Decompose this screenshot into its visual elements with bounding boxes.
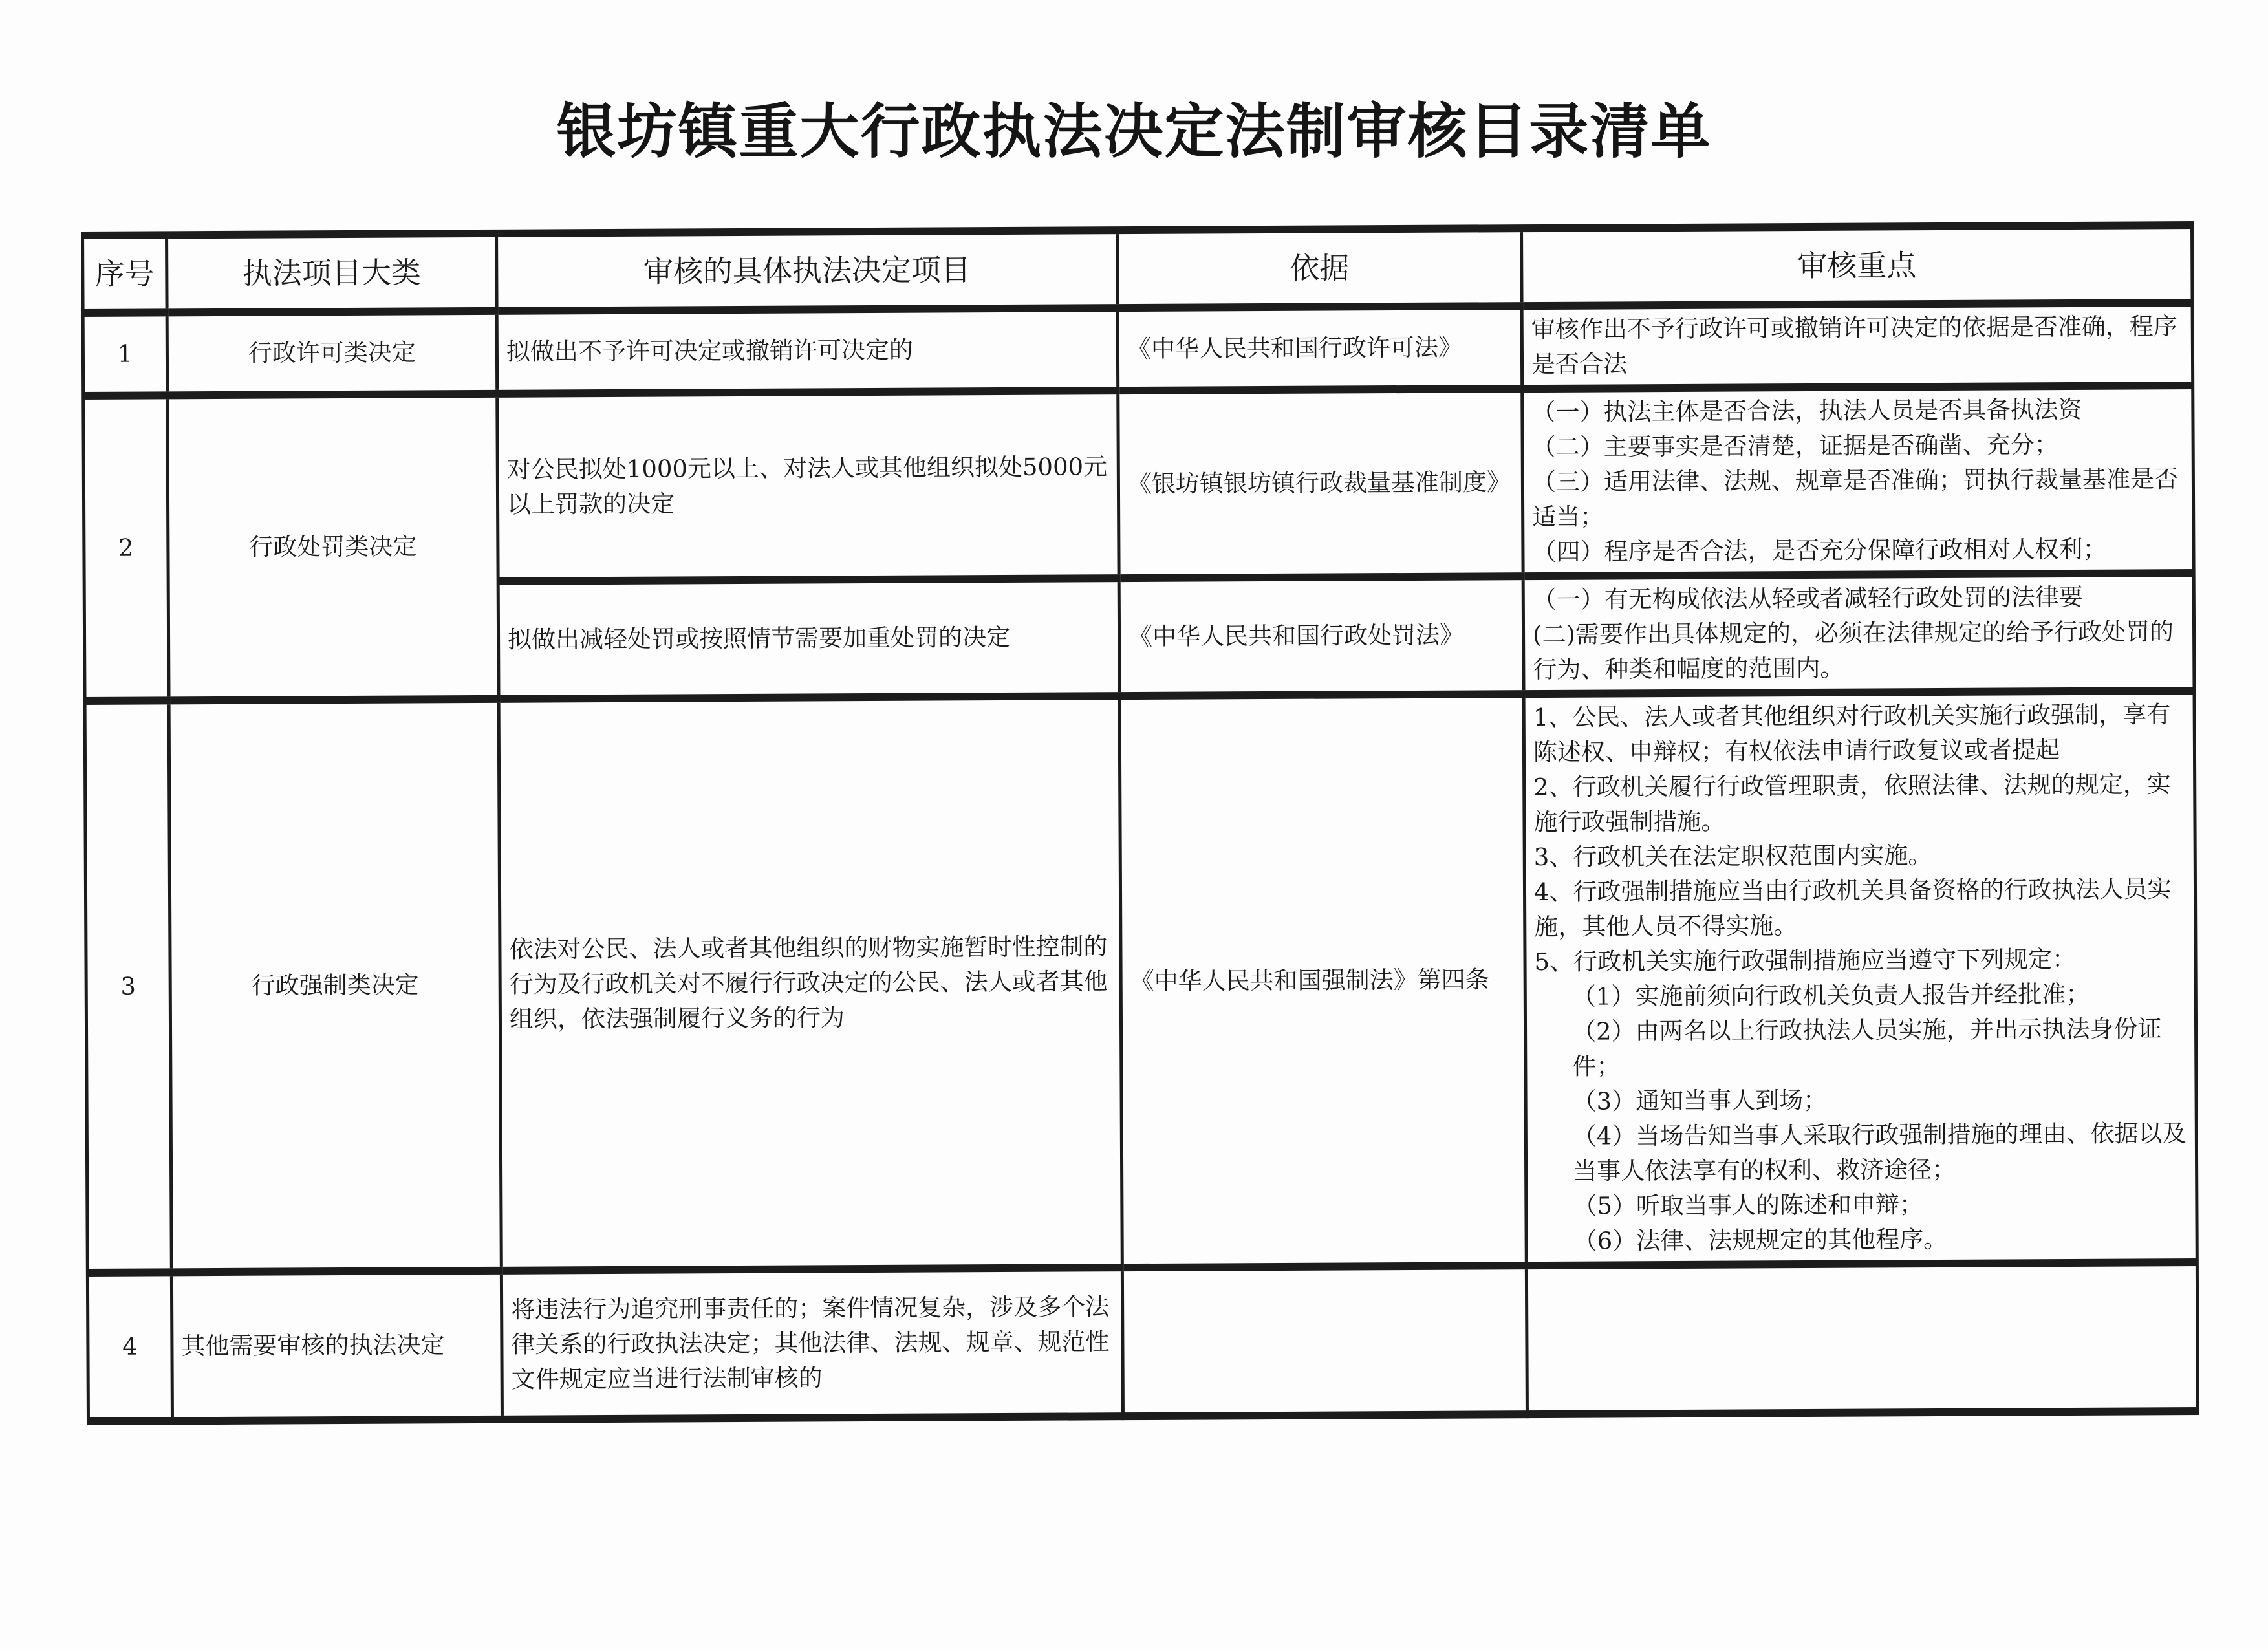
cell-focus <box>1523 573 2194 694</box>
table-row <box>85 691 2197 1273</box>
cell-focus <box>1524 691 2197 1266</box>
focus-point: （三）适用法律、法规、规章是否准确；罚执行裁量基准是否适当； <box>1531 465 2179 532</box>
focus-subpoint: （3）通知当事人到场； <box>1572 1086 1828 1116</box>
cell-focus: 审核作出不予行政许可或撤销许可决定的依据是否准确，程序是否合法 <box>1522 303 2193 389</box>
cell-category: 其他需要审核的执法决定 <box>171 1271 502 1421</box>
focus-subpoint: （6）法律、法规规定的其他程序。 <box>1573 1225 1948 1255</box>
table-row <box>83 303 2193 396</box>
cell-focus <box>1522 385 2194 576</box>
header-no: 序号 <box>83 235 167 313</box>
cell-item: 对公民拟处1000元以上、对法人或其他组织拟处5000元以上罚款的决定 <box>497 391 1119 581</box>
focus-point: （一）执法主体是否合法，执法人员是否具备执法资 <box>1531 395 2082 427</box>
table-header-row <box>83 225 2193 313</box>
focus-subpoint: （5）听取当事人的陈述和申辩； <box>1573 1191 1924 1220</box>
cell-basis: 《中华人民共和国行政处罚法》 <box>1119 576 1524 696</box>
header-basis: 依据 <box>1118 228 1522 308</box>
cell-focus <box>1526 1262 2198 1414</box>
focus-point: （一）有无构成依法从轻或者减轻行政处罚的法律要 <box>1532 583 2083 614</box>
header-category: 执法项目大类 <box>167 233 497 312</box>
cell-basis: 《中华人民共和国行政许可法》 <box>1118 306 1522 391</box>
focus-subpoint: （2）由两名以上行政执法人员实施，并出示执法身份证件； <box>1571 1015 2162 1081</box>
focus-point: 4、行政强制措施应当由行政机关具备资格的行政执法人员实施，其他人员不得实施。 <box>1533 875 2172 942</box>
focus-point: （四）程序是否合法，是否充分保障行政相对人权利； <box>1532 535 2107 566</box>
focus-point: 5、行政机关实施行政强制措施应当遵守下列规定： <box>1534 945 2077 976</box>
focus-subpoint: （4）当场告知当事人采取行政强制措施的理由、依据以及当事人依法享有的权利、救济途径； <box>1572 1119 2187 1185</box>
table-row <box>87 1262 2198 1421</box>
focus-point: （二）主要事实是否清楚，证据是否确凿、充分； <box>1531 431 2058 462</box>
focus-point: (二)需要作出具体规定的，必须在法律规定的给予行政处罚的行为、种类和幅度的范围内。 <box>1532 618 2174 684</box>
focus-point: 3、行政机关在法定职权范围内实施。 <box>1533 841 1932 872</box>
cell-item: 依法对公民、法人或者其他组织的财物实施暂时性控制的行为及行政机关对不履行行政决定的公民、法人或者其他组织，依法强制履行义务的行为 <box>499 696 1122 1271</box>
header-item: 审核的具体执法决定项目 <box>497 230 1118 311</box>
cell-item: 拟做出减轻处罚或按照情节需要加重处罚的决定 <box>498 578 1119 699</box>
cell-item: 拟做出不予许可决定或撤销许可决定的 <box>497 308 1118 394</box>
focus-point: 1、公民、法人或者其他组织对行政机关实施行政强制，享有陈述权、申辩权；有权依法申请行政复议或者提起 <box>1533 700 2171 767</box>
cell-no: 1 <box>83 312 167 396</box>
focus-subpoint: （1）实施前须向行政机关负责人报告并经批准； <box>1571 980 2090 1011</box>
cell-category: 行政处罚类决定 <box>167 394 499 700</box>
document-title: 银坊镇重大行政执法决定法制审核目录清单 <box>556 97 1712 166</box>
cell-no: 3 <box>85 700 171 1273</box>
cell-category: 行政许可类决定 <box>167 311 497 395</box>
focus-point: 2、行政机关履行行政管理职责，依照法律、法规的规定，实施行政强制措施。 <box>1533 770 2171 837</box>
header-focus: 审核重点 <box>1522 225 2193 306</box>
cell-basis: 《中华人民共和国强制法》第四条 <box>1119 694 1526 1267</box>
cell-basis: 《银坊镇银坊镇行政裁量基准制度》 <box>1118 389 1523 578</box>
table-row <box>83 385 2194 583</box>
cell-category: 行政强制类决定 <box>169 699 501 1272</box>
review-catalog-table <box>81 221 2199 1425</box>
cell-item: 将违法行为追究刑事责任的；案件情况复杂，涉及多个法律关系的行政执法决定；其他法律、法规、规章、规范性文件规定应当进行法制审核的 <box>501 1267 1123 1419</box>
cell-no: 2 <box>83 395 169 701</box>
cell-no: 4 <box>87 1272 172 1421</box>
cell-basis <box>1122 1266 1527 1416</box>
